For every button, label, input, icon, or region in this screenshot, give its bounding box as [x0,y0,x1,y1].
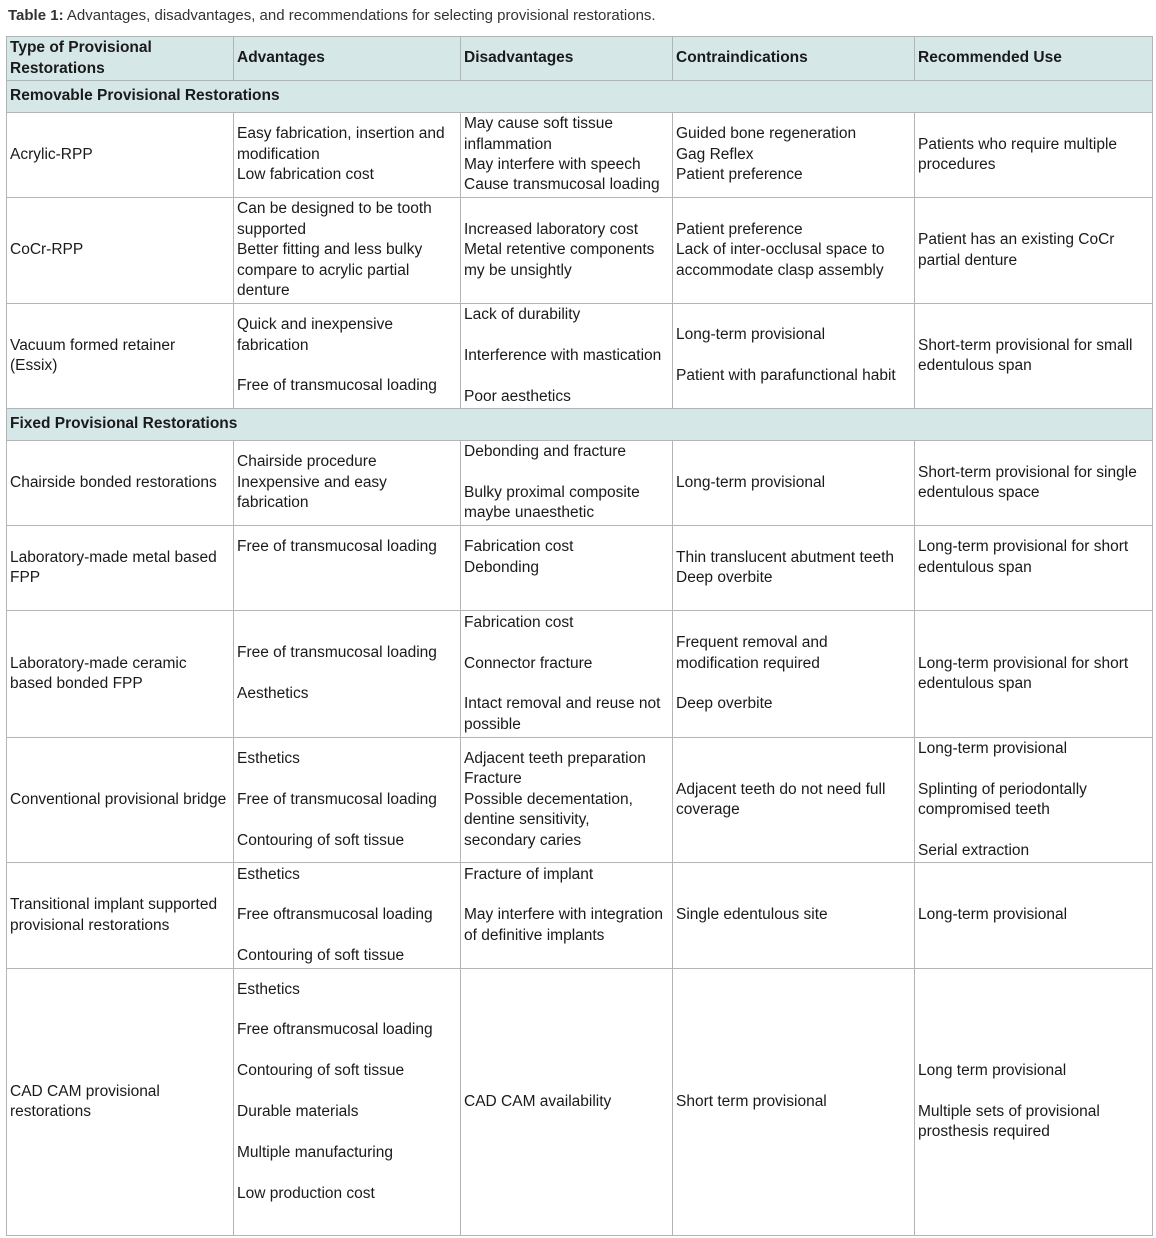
recommended-cell [915,526,1153,611]
cell-line: coverage [676,801,740,818]
cell-line [464,325,670,345]
cell-line: Short-term provisional for small [918,336,1133,354]
cell-line: Fabrication cost [464,538,574,556]
cell-line [237,356,458,376]
recommended-cell [915,863,1153,969]
cell-line: accommodate clasp assembly [676,261,884,279]
cell-line: Laboratory-made ceramic [10,654,187,672]
cell-line: Esthetics [237,750,300,767]
cell-line [918,578,1150,598]
cell-line [237,578,458,598]
cell-line [464,366,670,386]
cell-line: Recommended Use [918,49,1062,67]
table-row [7,738,1153,863]
cell-line: Deep overbite [676,695,773,713]
cell-line: maybe unaesthetic [464,504,595,522]
contraindications-cell [673,738,915,863]
disadvantages-cell [461,113,673,198]
cell-line: Contouring of soft tissue [237,947,405,965]
column-header [673,37,915,81]
cell-line: fabrication [237,494,309,512]
advantages-cell [234,738,461,863]
cell-line: Laboratory-made metal based [10,548,217,566]
cell-line: edentulous span [918,357,1032,374]
cell-line [918,1082,1150,1102]
contraindications-cell [673,198,915,304]
cell-line [464,885,670,905]
cell-line: Interference with mastication [464,346,662,364]
cell-line: Fracture of implant [464,865,594,883]
disadvantages-cell [461,738,673,863]
cell-line [464,633,670,653]
type-cell [7,304,234,409]
cell-line: Low production cost [237,1184,375,1202]
cell-line: (Essix) [10,357,58,374]
cell-line: compromised teeth [918,801,1050,818]
table-row [7,863,1153,969]
cell-line: dentine sensitivity, [464,811,590,829]
disadvantages-cell [461,611,673,738]
cell-line: Patient with parafunctional habit [676,367,896,385]
recommended-cell [915,304,1153,409]
cell-line [237,1122,458,1142]
cell-line: Possible decementation, [464,790,633,808]
cell-line: Esthetics [237,865,300,883]
cell-line: Single edentulous site [676,906,828,924]
cell-line: May cause soft tissue [464,115,614,133]
contraindications-cell [673,863,915,969]
cell-line: Bulky proximal composite [464,483,640,501]
cell-line: compare to acrylic partial [237,261,410,279]
cell-line: CAD CAM provisional [10,1082,160,1100]
cell-line: Debonding [464,558,539,576]
cell-line: Long-term provisional for short [918,654,1129,672]
column-header [234,37,461,81]
cell-line: Can be designed to be tooth [237,200,432,218]
contraindications-cell [673,611,915,738]
cell-line: Long-term provisional [918,906,1068,924]
advantages-cell [234,611,461,738]
cell-line: Conventional provisional bridge [10,790,227,808]
cell-line [464,674,670,694]
disadvantages-cell [461,526,673,611]
cell-line: secondary caries [464,831,582,849]
section-row [7,409,1153,441]
cell-line [237,664,458,684]
cell-line: Advantages [237,49,325,67]
contraindications-cell [673,969,915,1236]
cell-line: Type of Provisional [10,39,152,57]
cell-line: Patients who require multiple [918,135,1118,153]
cell-line: Acrylic-RPP [10,145,93,163]
advantages-cell [234,863,461,969]
cell-line [237,1204,458,1224]
cell-line: Long term provisional [918,1062,1067,1080]
cell-line: Metal retentive components [464,241,655,259]
disadvantages-cell [461,304,673,409]
advantages-cell [234,304,461,409]
table-row [7,113,1153,198]
cell-line: provisional restorations [10,916,170,934]
cell-line [918,820,1150,840]
cell-line: Increased laboratory cost [464,220,639,238]
cell-line: Adjacent teeth preparation [464,749,646,767]
cell-line: Chairside bonded restorations [10,473,217,491]
cell-line: Long-term provisional [676,473,826,491]
cell-line: Free of transmucosal loading [237,538,437,556]
cell-line: Deep overbite [676,569,773,586]
cell-line: Better fitting and less bulky [237,241,423,259]
caption-label: Table 1: [8,7,64,24]
cell-line: Fabrication cost [464,613,574,631]
cell-line: Intact removal and reuse not [464,695,661,713]
recommended-cell [915,969,1153,1236]
advantages-cell [234,526,461,611]
cell-line [237,810,458,830]
cell-line: fabrication [237,336,309,354]
type-cell [7,113,234,198]
disadvantages-cell [461,969,673,1236]
cell-line: Free of transmucosal loading [237,377,437,395]
cell-line: modification required [676,654,820,672]
type-cell [7,441,234,526]
cell-line: edentulous span [918,675,1032,692]
cell-line: Free of transmucosal loading [237,790,437,808]
cell-line: Cause transmucosal loading [464,176,660,194]
disadvantages-cell [461,198,673,304]
cell-line [237,1000,458,1020]
caption-text: Advantages, disadvantages, and recommendations for selecting provisional restorations. [63,7,656,24]
cell-line: CoCr-RPP [10,241,84,259]
cell-line: Splinting of periodontally [918,780,1087,798]
cell-line: Patient preference [676,166,803,184]
cell-line: Short term provisional [676,1092,827,1110]
advantages-cell [234,969,461,1236]
contraindications-cell [673,113,915,198]
cell-line: Durable materials [237,1103,359,1120]
cell-line: supported [237,220,306,238]
cell-line: Lack of inter-occlusal space to [676,241,885,259]
cell-line [237,1041,458,1061]
cell-line: May interfere with integration [464,906,664,924]
type-cell [7,198,234,304]
cell-line: procedures [918,156,996,173]
recommended-cell [915,611,1153,738]
cell-line: May interfere with speech [464,156,641,173]
cell-line: Free oftransmucosal loading [237,906,433,924]
cell-line: Low fabrication cost [237,166,374,184]
cell-line [918,759,1150,779]
advantages-cell [234,441,461,526]
table-row [7,198,1153,304]
section-title: Fixed Provisional Restorations [7,409,1153,441]
cell-line: Patient has an existing CoCr [918,231,1115,249]
column-header [915,37,1153,81]
cell-line: modification [237,145,320,163]
cell-line: edentulous space [918,484,1040,501]
cell-line: Guided bone regeneration [676,125,857,143]
cell-line: Easy fabrication, insertion and [237,125,445,143]
table-row [7,441,1153,526]
cell-line: restorations [10,1103,91,1120]
cell-line: Fracture [464,770,522,788]
cell-line: Short-term provisional for single [918,463,1137,481]
contraindications-cell [673,526,915,611]
cell-line: based bonded FPP [10,675,143,692]
table-row [7,611,1153,738]
cell-line: Disadvantages [464,49,574,67]
type-cell [7,863,234,969]
cell-line: Long-term provisional [918,739,1068,757]
cell-line [237,769,458,789]
advantages-cell [234,113,461,198]
section-row [7,81,1153,113]
cell-line: Quick and inexpensive [237,316,393,334]
disadvantages-cell [461,863,673,969]
recommended-cell [915,113,1153,198]
cell-line: Esthetics [237,980,300,998]
type-cell [7,969,234,1236]
cell-line: Multiple manufacturing [237,1143,393,1161]
column-header [7,37,234,81]
cell-line: Lack of durability [464,306,581,323]
cell-line: Adjacent teeth do not need full [676,780,886,798]
table-row [7,304,1153,409]
cell-line [464,578,670,598]
cell-line: FPP [10,569,41,586]
cell-line: Long-term provisional [676,326,826,344]
cell-line: Thin translucent abutment teeth [676,548,894,566]
cell-line: Inexpensive and easy [237,473,387,491]
cell-line: Poor aesthetics [464,387,571,405]
cell-line: Debonding and fracture [464,443,627,461]
cell-line [676,674,912,694]
provisional-restorations-table [6,36,1153,1236]
table-row [7,969,1153,1236]
recommended-cell [915,738,1153,863]
cell-line: of definitive implants [464,926,605,944]
cell-line [237,558,458,578]
recommended-cell [915,198,1153,304]
cell-line [237,885,458,905]
table-header-row [7,37,1153,81]
cell-line: inflammation [464,135,552,153]
cell-line: Vacuum formed retainer [10,336,176,354]
cell-line: Contraindications [676,49,808,67]
cell-line: Patient preference [676,220,803,238]
cell-line: Contouring of soft tissue [237,1062,405,1080]
table-caption [8,6,656,26]
table-row [7,526,1153,611]
cell-line: Transitional implant supported [10,896,218,914]
contraindications-cell [673,304,915,409]
cell-line: Chairside procedure [237,453,377,471]
type-cell [7,738,234,863]
cell-line: possible [464,715,521,733]
cell-line: my be unsightly [464,261,572,279]
cell-line: Connector fracture [464,654,593,672]
cell-line: prosthesis required [918,1123,1050,1141]
cell-line: Contouring of soft tissue [237,831,405,849]
cell-line [237,1163,458,1183]
recommended-cell [915,441,1153,526]
cell-line: Serial extraction [918,841,1030,859]
cell-line: Restorations [10,59,105,77]
cell-line: Frequent removal and [676,634,828,652]
cell-line: partial denture [918,251,1018,269]
cell-line: Free oftransmucosal loading [237,1021,433,1039]
cell-line: edentulous span [918,558,1032,576]
cell-line [464,946,670,966]
contraindications-cell [673,441,915,526]
section-title: Removable Provisional Restorations [7,81,1153,113]
cell-line [237,926,458,946]
advantages-cell [234,198,461,304]
cell-line: denture [237,282,290,300]
cell-line: Multiple sets of provisional [918,1102,1100,1120]
type-cell [7,611,234,738]
cell-line: CAD CAM availability [464,1092,612,1110]
type-cell [7,526,234,611]
cell-line [676,346,912,366]
cell-line: Aesthetics [237,685,309,703]
cell-line [464,463,670,483]
cell-line: Free of transmucosal loading [237,644,437,662]
cell-line: Gag Reflex [676,145,754,163]
cell-line [237,1082,458,1102]
cell-line: Long-term provisional for short [918,538,1129,556]
column-header [461,37,673,81]
disadvantages-cell [461,441,673,526]
